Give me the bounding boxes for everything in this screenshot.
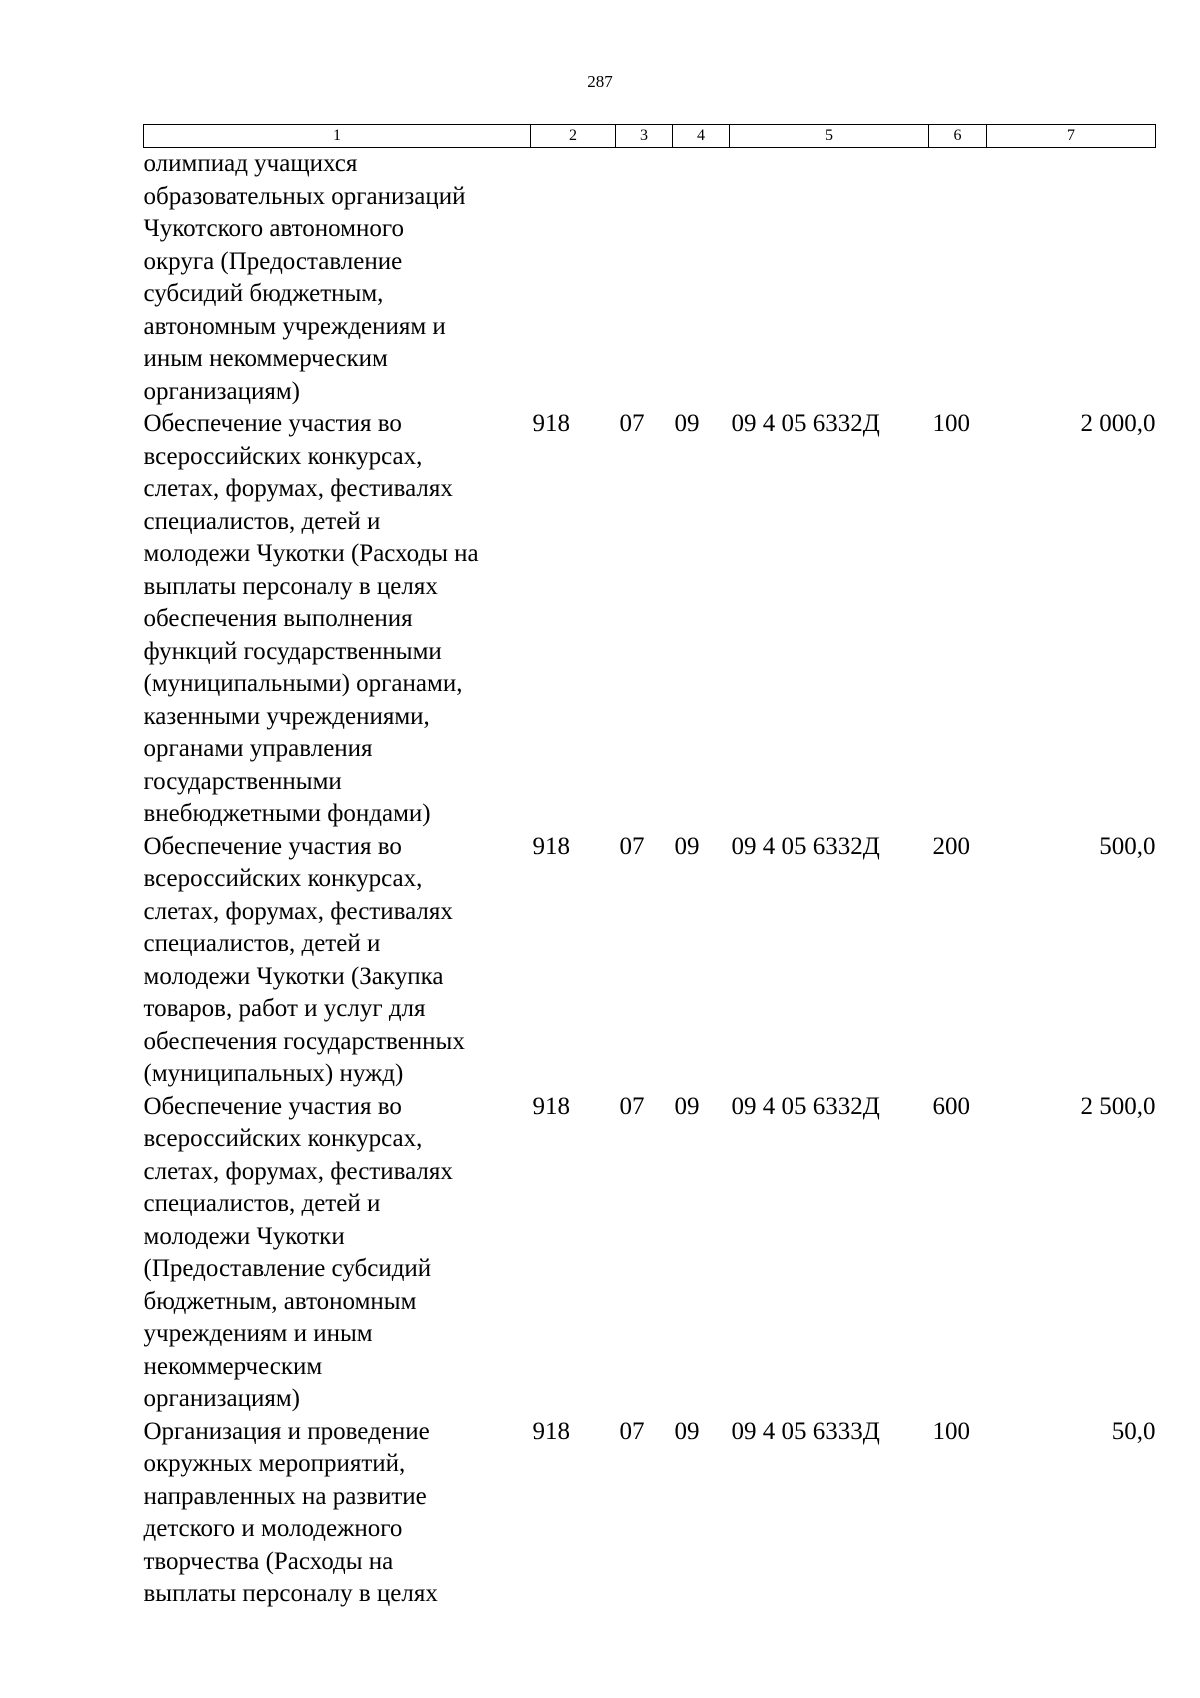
description-line: всероссийских конкурсах,	[143, 865, 423, 892]
amount: 50,0	[1111, 1417, 1156, 1445]
description-line: органами управления	[143, 735, 373, 762]
description-line: иным некоммерческим	[143, 345, 388, 372]
description-line: организациям)	[143, 1385, 300, 1412]
description-line: слетах, форумах, фестивалях	[143, 1157, 453, 1185]
subsection-code: 09	[674, 1417, 700, 1445]
amount: 500,0	[1099, 832, 1156, 860]
description-line: казенными учреждениями,	[143, 702, 430, 730]
description-line: (Предоставление субсидий	[143, 1255, 432, 1282]
description-line: автономным учреждениям и	[143, 312, 446, 340]
description-line: субсидий бюджетным,	[143, 280, 384, 307]
description-line: (муниципальными) органами,	[143, 670, 463, 697]
amount	[987, 148, 1156, 409]
table-row	[144, 408, 1156, 831]
description-line: обеспечения выполнения	[143, 605, 413, 632]
expense-description	[144, 408, 531, 831]
column-number-3: 3	[616, 125, 673, 148]
expense-description	[144, 148, 531, 409]
ministry-code: 918	[532, 1417, 570, 1445]
description-line: слетах, форумах, фестивалях	[143, 897, 453, 925]
ministry-code: 918	[532, 410, 570, 437]
description-line: Обеспечение участия во	[143, 832, 402, 860]
table-row	[144, 1091, 1156, 1416]
description-line: Организация и проведение	[143, 1417, 430, 1445]
section-code: 07	[619, 1417, 645, 1445]
table-row	[144, 1416, 1156, 1611]
section-code: 07	[619, 410, 645, 437]
subsection-code: 09	[674, 832, 700, 860]
column-number-1: 1	[144, 125, 531, 148]
expense-description	[144, 831, 531, 1091]
target-article-code: 09 4 05 6333Д	[731, 1417, 880, 1445]
amount: 2 000,0	[1080, 410, 1156, 437]
ministry-code	[531, 148, 616, 409]
section-code: 07	[619, 1092, 645, 1120]
expense-description	[144, 1091, 531, 1416]
target-article-code: 09 4 05 6332Д	[731, 410, 880, 437]
column-number-6: 6	[929, 125, 987, 148]
description-line: окружных мероприятий,	[143, 1450, 406, 1477]
description-line: выплаты персоналу в целях	[143, 1580, 438, 1607]
expense-type-code	[929, 148, 987, 409]
description-line: организациям)	[143, 377, 300, 405]
description-line: Обеспечение участия во	[143, 1092, 402, 1120]
subsection-code: 09	[674, 1092, 700, 1120]
expense-type-code: 100	[932, 410, 970, 437]
description-line: государственными	[143, 767, 342, 795]
column-number-4: 4	[673, 125, 730, 148]
target-article-code: 09 4 05 6332Д	[731, 1092, 880, 1120]
description-line: (муниципальных) нужд)	[143, 1060, 404, 1087]
column-number-2: 2	[531, 125, 616, 148]
description-line: детского и молодежного	[143, 1515, 403, 1542]
description-line: молодежи Чукотки (Расходы на	[143, 540, 479, 567]
section-code: 07	[619, 832, 645, 860]
amount: 2 500,0	[1080, 1092, 1156, 1120]
column-number-header	[144, 125, 1156, 148]
table-row	[144, 831, 1156, 1091]
subsection-code	[673, 148, 730, 409]
table-body	[144, 148, 1156, 1611]
description-line: всероссийских конкурсах,	[143, 442, 423, 470]
table-row	[144, 148, 1156, 409]
description-line: образовательных организаций	[143, 182, 466, 210]
subsection-code: 09	[674, 410, 700, 437]
description-line: бюджетным, автономным	[143, 1287, 417, 1315]
description-line: обеспечения государственных	[143, 1027, 465, 1055]
section-code	[616, 148, 673, 409]
target-article-code	[730, 148, 929, 409]
description-line: олимпиад учащихся	[143, 150, 358, 177]
description-line: функций государственными	[143, 637, 442, 665]
description-line: молодежи Чукотки	[143, 1222, 345, 1250]
description-line: товаров, работ и услуг для	[143, 995, 426, 1022]
description-line: специалистов, детей и	[143, 1190, 381, 1217]
description-line: выплаты персоналу в целях	[143, 572, 438, 600]
description-line: направленных на развитие	[143, 1482, 427, 1510]
description-line: специалистов, детей и	[143, 930, 381, 957]
budget-table	[143, 124, 1156, 1611]
ministry-code: 918	[532, 832, 570, 860]
ministry-code: 918	[532, 1092, 570, 1120]
expense-type-code: 100	[932, 1417, 970, 1445]
expense-description	[144, 1416, 531, 1611]
description-line: учреждениям и иным	[143, 1320, 373, 1347]
description-line: специалистов, детей и	[143, 507, 381, 535]
description-line: внебюджетными фондами)	[143, 800, 431, 827]
description-line: слетах, форумах, фестивалях	[143, 475, 453, 502]
column-number-5: 5	[730, 125, 929, 148]
description-line: округа (Предоставление	[143, 247, 403, 275]
page-number: 287	[587, 72, 613, 91]
expense-type-code: 200	[932, 832, 970, 860]
description-line: некоммерческим	[143, 1352, 323, 1380]
expense-type-code: 600	[932, 1092, 970, 1120]
target-article-code: 09 4 05 6332Д	[731, 832, 880, 860]
column-number-7: 7	[987, 125, 1156, 148]
description-line: молодежи Чукотки (Закупка	[143, 962, 444, 990]
description-line: Чукотского автономного	[143, 215, 404, 242]
description-line: Обеспечение участия во	[143, 410, 402, 437]
description-line: творчества (Расходы на	[143, 1547, 394, 1575]
description-line: всероссийских конкурсах,	[143, 1125, 423, 1152]
